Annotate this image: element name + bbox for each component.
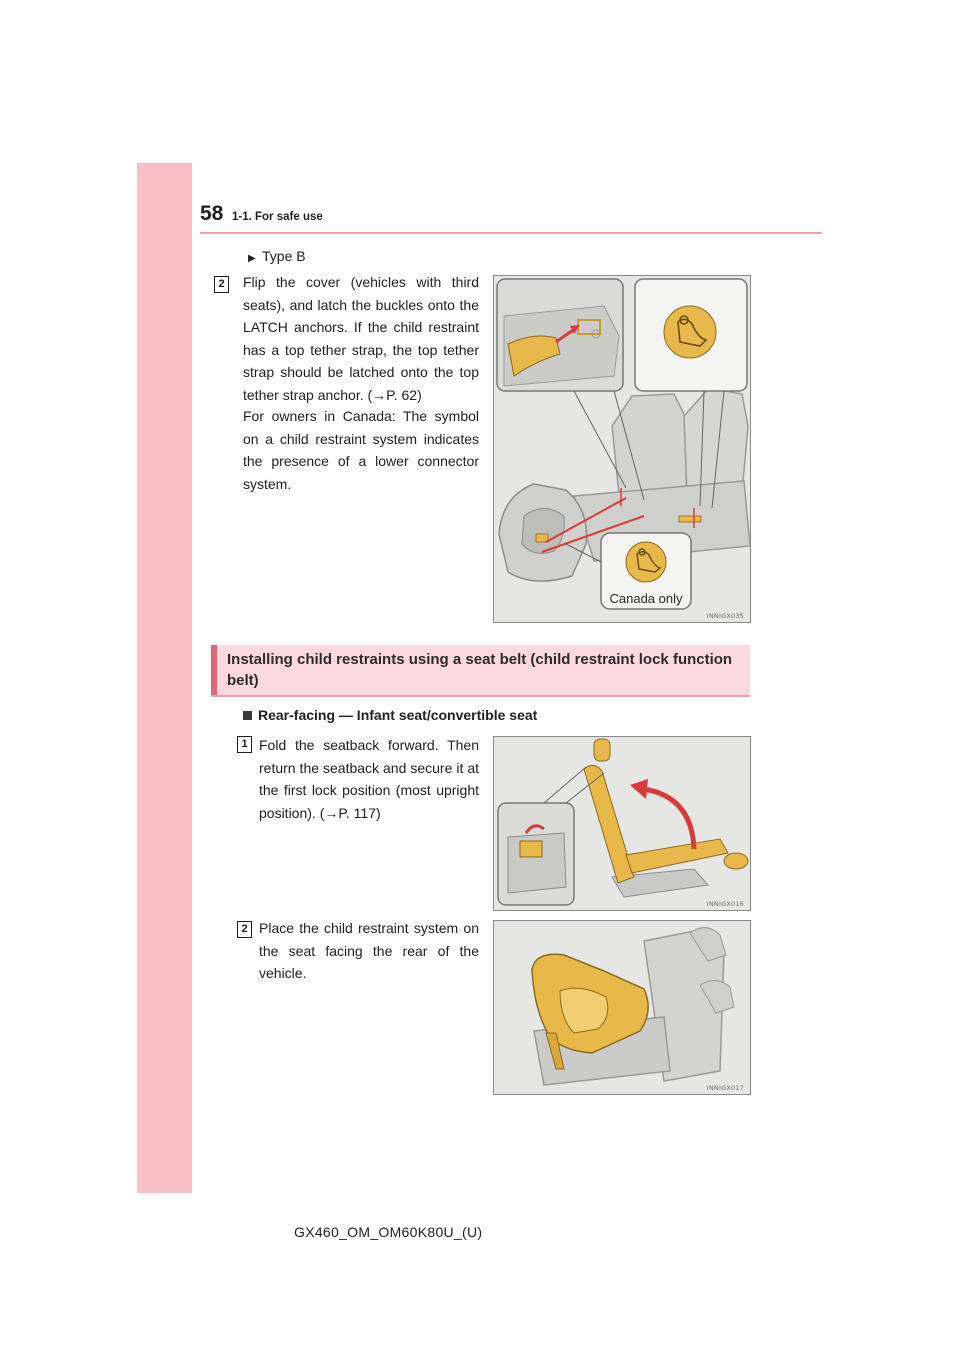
section-heading-box [211,645,750,695]
infant-seat-illustration [493,920,751,1095]
seatback-fold-illustration [493,736,751,911]
canada-only-callout: Canada only [609,591,683,606]
step-instruction-text: Flip the cover (vehicles with third seats), and latch the buckles onto the LATCH anchors. If the child restraint has a top tether strap, the top tether strap should be latched onto the top tether strap anchor. (→P. 62) [243,274,479,403]
chapter-sidebar [137,163,192,1193]
subsection-title-text: Rear-facing — Infant seat/convertible seat [258,707,538,723]
subsection-title [243,705,537,725]
step-number-badge: 2 [214,276,229,293]
triangle-right-icon: ▶ [248,253,256,264]
step-instruction-text: Place the child restraint system on the seat facing the rear of the vehicle. [259,920,479,981]
header-rule [200,232,822,234]
step-number-badge: 1 [237,736,252,753]
heading-rule [211,695,750,697]
latch-anchor-illustration [493,275,751,623]
square-bullet-icon [243,711,252,720]
figure-code: INNIGX035 [706,612,744,620]
step-instruction-text: Fold the seatback forward. Then return the seatback and secure it at the first lock position (most upright position). (→P. 117) [259,737,479,821]
type-label [248,247,306,268]
document-code: GX460_OM_OM60K80U_(U) [294,1224,483,1240]
figure-code: INNIGX017 [706,1084,744,1092]
section-heading: Installing child restraints using a seat belt (child restraint lock function belt) [227,651,733,689]
heading-accent-bar [211,645,217,695]
type-label-text: Type B [262,248,306,264]
section-title: 1-1. For safe use [232,211,323,223]
step-number-badge: 2 [237,921,252,938]
figure-code: INNIGX016 [706,900,744,908]
canada-note-text: For owners in Canada: The symbol on a child restraint system indicates the presence of a lower connector system. [243,408,479,492]
page-number: 58 [200,202,224,225]
